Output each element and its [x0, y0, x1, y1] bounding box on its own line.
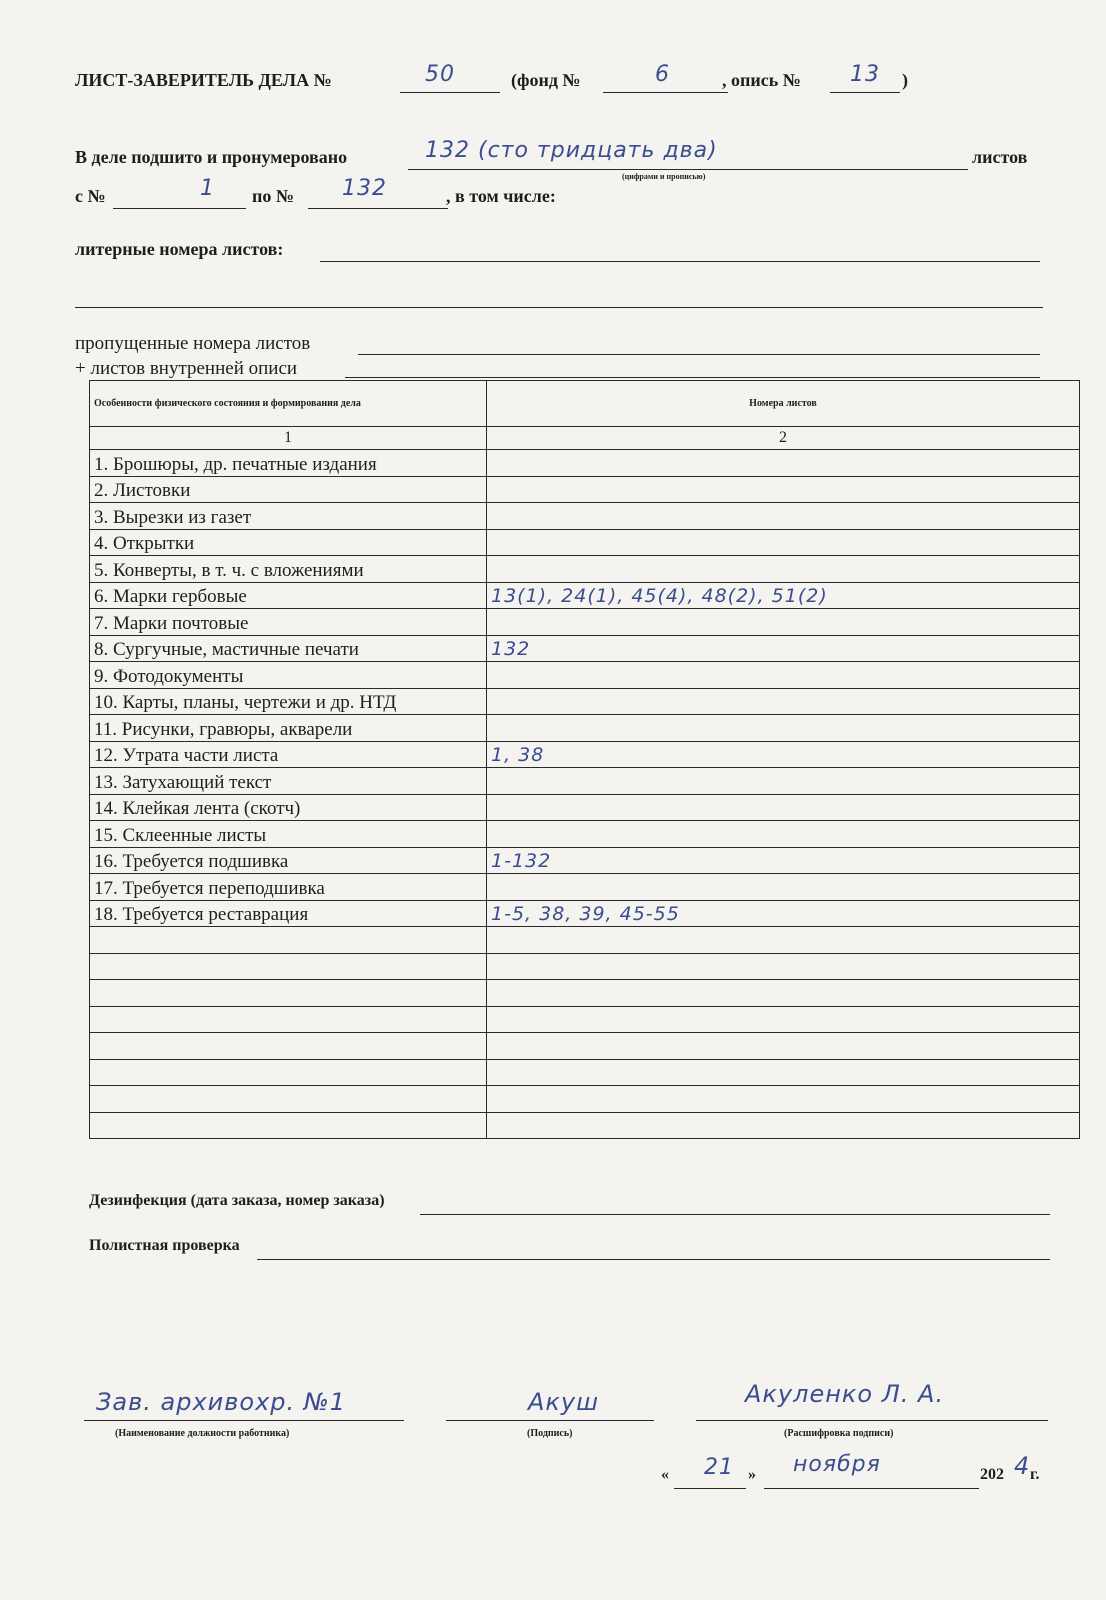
sheet-numbers-value: 132 — [491, 638, 531, 660]
feature-label — [90, 980, 487, 1007]
sheet-numbers-cell — [487, 609, 1080, 636]
sheet-numbers-cell — [487, 556, 1080, 583]
missing-numbers-label: пропущенные номера листов — [75, 333, 311, 354]
close-paren: ) — [902, 70, 908, 90]
table-row — [90, 635, 1080, 662]
col1-number: 1 — [90, 427, 487, 450]
check-label: Полистная проверка — [89, 1237, 240, 1254]
opis-number-value: 13 — [850, 62, 880, 87]
letter-numbers-field — [320, 237, 1040, 262]
sheet-numbers-cell — [487, 1086, 1080, 1113]
sheet-numbers-cell — [487, 715, 1080, 742]
table-row — [90, 450, 1080, 477]
table-row — [90, 794, 1080, 821]
sheet-numbers-cell — [487, 450, 1080, 477]
title-prefix: ЛИСТ-ЗАВЕРИТЕЛЬ ДЕЛА № — [75, 70, 332, 90]
table-row — [90, 847, 1080, 874]
feature-label: 12. Утрата части листа — [90, 741, 487, 768]
date-day: 21 — [704, 1455, 734, 1480]
feature-label: 10. Карты, планы, чертежи и др. НТД — [90, 688, 487, 715]
disinfection-field — [420, 1190, 1050, 1215]
table-row — [90, 1059, 1080, 1086]
feature-label — [90, 1059, 487, 1086]
internal-inventory-field — [345, 355, 1040, 378]
sheets-suffix: листов — [972, 147, 1028, 167]
letter-numbers-field-2 — [75, 283, 1043, 308]
from-field — [113, 184, 246, 209]
feature-label — [90, 1033, 487, 1060]
opis-label: , опись № — [722, 70, 801, 90]
sheet-numbers-cell — [487, 874, 1080, 901]
table-row — [90, 529, 1080, 556]
signature-value: Акуш — [528, 1388, 600, 1416]
date-month: ноября — [793, 1452, 881, 1477]
sheet-numbers-cell — [487, 529, 1080, 556]
sheet-numbers-cell — [487, 476, 1080, 503]
table-row — [90, 582, 1080, 609]
feature-label: 14. Клейкая лента (скотч) — [90, 794, 487, 821]
to-value: 132 — [342, 176, 387, 201]
feature-label: 17. Требуется переподшивка — [90, 874, 487, 901]
sheets-count-value: 132 (сто тридцать два) — [425, 138, 718, 163]
sheet-numbers-cell — [487, 688, 1080, 715]
table-row — [90, 715, 1080, 742]
col1-header: Особенности физического состояния и формирования дела — [90, 381, 487, 427]
table-row — [90, 953, 1080, 980]
signature-line — [446, 1420, 654, 1421]
col2-number: 2 — [487, 427, 1080, 450]
table-row — [90, 1033, 1080, 1060]
feature-label: 5. Конверты, в т. ч. с вложениями — [90, 556, 487, 583]
year-suffix: г. — [1030, 1466, 1040, 1483]
table-row — [90, 900, 1080, 927]
sheet-numbers-cell — [487, 927, 1080, 954]
signature-caption: (Подпись) — [527, 1428, 573, 1439]
sheet-numbers-cell — [487, 980, 1080, 1007]
table-row — [90, 476, 1080, 503]
table-row — [90, 927, 1080, 954]
sheet-numbers-cell — [487, 1059, 1080, 1086]
feature-label: 9. Фотодокументы — [90, 662, 487, 689]
feature-label: 7. Марки почтовые — [90, 609, 487, 636]
table-row — [90, 821, 1080, 848]
table-row — [90, 1086, 1080, 1113]
case-number-value: 50 — [425, 62, 455, 87]
table-row — [90, 662, 1080, 689]
table-row — [90, 1112, 1080, 1139]
table-header-row — [90, 381, 1080, 427]
table-row — [90, 503, 1080, 530]
date-open-quote: « — [661, 1466, 669, 1483]
year-digit: 4 — [1014, 1452, 1031, 1480]
disinfection-label: Дезинфекция (дата заказа, номер заказа) — [89, 1192, 385, 1209]
sheet-numbers-cell — [487, 900, 1080, 927]
sheet-numbers-cell — [487, 794, 1080, 821]
name-line — [696, 1420, 1048, 1421]
table-row — [90, 556, 1080, 583]
sheet-numbers-value: 1, 38 — [491, 744, 545, 766]
table-row — [90, 874, 1080, 901]
table-row — [90, 980, 1080, 1007]
feature-label: 16. Требуется подшивка — [90, 847, 487, 874]
letter-numbers-label: литерные номера листов: — [75, 239, 284, 259]
sheet-numbers-cell — [487, 847, 1080, 874]
to-label: по № — [252, 186, 294, 206]
feature-label: 11. Рисунки, гравюры, акварели — [90, 715, 487, 742]
feature-label — [90, 927, 487, 954]
including-label: , в том числе: — [446, 186, 556, 206]
sheet-numbers-cell — [487, 1006, 1080, 1033]
table-row — [90, 1006, 1080, 1033]
date-close-quote: » — [748, 1466, 756, 1483]
table-row — [90, 609, 1080, 636]
feature-label: 2. Листовки — [90, 476, 487, 503]
sheet-numbers-value: 13(1), 24(1), 45(4), 48(2), 51(2) — [491, 585, 828, 607]
feature-label — [90, 1086, 487, 1113]
table-row — [90, 688, 1080, 715]
feature-label: 15. Склеенные листы — [90, 821, 487, 848]
position-value: Зав. архивохр. №1 — [96, 1388, 346, 1416]
internal-inventory-label: + листов внутренней описи — [75, 358, 298, 379]
feature-label — [90, 1006, 487, 1033]
sheet-numbers-cell — [487, 1033, 1080, 1060]
sheet-numbers-cell — [487, 741, 1080, 768]
table-row — [90, 768, 1080, 795]
check-field — [257, 1235, 1050, 1260]
table-colnum-row — [90, 427, 1080, 450]
from-label: с № — [75, 186, 106, 206]
feature-label — [90, 1112, 487, 1139]
feature-label — [90, 953, 487, 980]
sheet-numbers-cell — [487, 635, 1080, 662]
year-prefix: 202 — [980, 1466, 1004, 1483]
missing-numbers-field — [358, 330, 1040, 355]
feature-label: 6. Марки гербовые — [90, 582, 487, 609]
sheet-numbers-cell — [487, 1112, 1080, 1139]
col2-header: Номера листов — [487, 381, 1080, 427]
sheet-numbers-cell — [487, 582, 1080, 609]
sheet-numbers-value: 1-132 — [491, 850, 552, 872]
fond-label: (фонд № — [511, 70, 581, 90]
sheets-hint: (цифрами и прописью) — [622, 172, 706, 181]
feature-label: 13. Затухающий текст — [90, 768, 487, 795]
fond-number-value: 6 — [655, 62, 670, 87]
feature-label: 3. Вырезки из газет — [90, 503, 487, 530]
sheet-numbers-cell — [487, 503, 1080, 530]
name-value: Акуленко Л. А. — [745, 1380, 945, 1408]
sheet-numbers-cell — [487, 768, 1080, 795]
sheet-numbers-cell — [487, 821, 1080, 848]
from-value: 1 — [200, 176, 215, 201]
position-caption: (Наименование должности работника) — [115, 1428, 290, 1439]
sheet-numbers-cell — [487, 953, 1080, 980]
feature-label: 8. Сургучные, мастичные печати — [90, 635, 487, 662]
features-table — [89, 380, 1080, 1139]
table-row — [90, 741, 1080, 768]
sheets-label: В деле подшито и пронумеровано — [75, 147, 348, 167]
feature-label: 18. Требуется реставрация — [90, 900, 487, 927]
feature-label: 4. Открытки — [90, 529, 487, 556]
sheet-numbers-cell — [487, 662, 1080, 689]
sheet-numbers-value: 1-5, 38, 39, 45-55 — [491, 903, 680, 925]
name-caption: (Расшифровка подписи) — [784, 1428, 894, 1439]
feature-label: 1. Брошюры, др. печатные издания — [90, 450, 487, 477]
position-line — [84, 1420, 404, 1421]
